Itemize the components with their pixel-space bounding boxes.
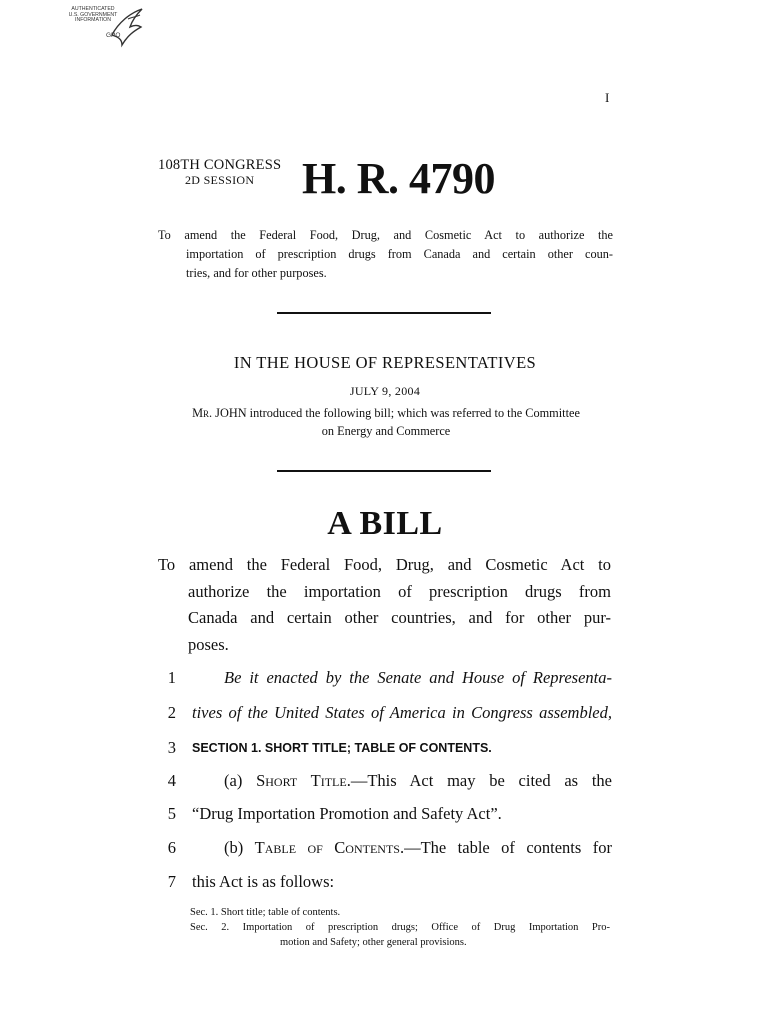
bill-purpose-line: Canada and certain other countries, and for other pur- xyxy=(188,608,611,627)
line-number: 1 xyxy=(167,668,176,687)
bill-purpose-line: authorize the importation of prescription drugs from xyxy=(188,581,611,601)
bill-purpose-line: poses. xyxy=(188,634,229,654)
subsection-body: .—This Act may be cited as the xyxy=(346,771,612,790)
enacting-clause: Be it enacted by the Senate and House of Representa- xyxy=(224,668,612,687)
purpose-summary-line: To amend the Federal Food, Drug, and Cosmetic Act to authorize the xyxy=(158,228,613,242)
sponsor-name: Mr. JOHN xyxy=(192,406,247,420)
table-of-contents xyxy=(190,905,610,950)
line-number: 7 xyxy=(167,872,176,891)
session-label: 2D SESSION xyxy=(185,173,255,187)
subsection-text xyxy=(224,838,612,858)
toc-entry: Sec. 2. Importation of prescription drugs; Office of Drug Importation Pro- xyxy=(190,922,610,933)
bill-line-1 xyxy=(150,668,612,698)
bill-line-2 xyxy=(150,703,612,733)
subsection-heading: Short Title xyxy=(256,771,347,790)
committee-name: on Energy and Commerce xyxy=(321,424,451,438)
page-number: I xyxy=(605,90,610,105)
bill-line-5 xyxy=(150,804,612,834)
bill-number: H. R. 4790 xyxy=(302,154,495,203)
toc-entry-continued: motion and Safety; other general provisions. xyxy=(280,937,467,948)
purpose-summary-line: importation of prescription drugs from Canada and certain other coun- xyxy=(186,247,613,261)
line-number: 4 xyxy=(167,771,176,790)
enacting-clause: tives of the United States of America in Congress assembled, xyxy=(192,703,612,722)
subsection-text xyxy=(224,771,612,791)
line-number: 6 xyxy=(167,838,176,857)
introduction-date: JULY 9, 2004 xyxy=(349,384,421,398)
seal-line: AUTHENTICATED xyxy=(71,6,115,12)
section-heading: SECTION 1. SHORT TITLE; TABLE OF CONTENTS. xyxy=(192,741,492,755)
purpose-summary-line: tries, and for other purposes. xyxy=(186,266,327,280)
gpo-authentication-seal xyxy=(62,5,146,49)
bill-purpose-line: To amend the Federal Food, Drug, and Cosmetic Act to xyxy=(158,555,611,574)
congress-label: 108TH CONGRESS xyxy=(158,157,282,173)
divider xyxy=(277,312,491,314)
line-number: 2 xyxy=(167,703,176,722)
subsection-label: (b) xyxy=(224,838,255,857)
chamber-heading: IN THE HOUSE OF REPRESENTATIVES xyxy=(233,353,537,372)
bill-line-6 xyxy=(150,838,612,868)
seal-line: U.S. GOVERNMENT xyxy=(68,11,118,18)
purpose-summary xyxy=(158,226,613,283)
bill-purpose xyxy=(158,552,611,658)
line-number: 3 xyxy=(167,738,176,757)
bill-line-3 xyxy=(150,738,612,768)
short-title-text: “Drug Importation Promotion and Safety Act”. xyxy=(192,804,502,823)
seal-gpo-label: GPO xyxy=(106,32,121,39)
toc-entry: Sec. 1. Short title; table of contents. xyxy=(190,907,341,918)
toc-intro-text: this Act is as follows: xyxy=(192,872,335,891)
bill-title: A BILL xyxy=(327,505,443,542)
subsection-label: (a) xyxy=(224,771,257,790)
seal-line: INFORMATION xyxy=(75,17,111,24)
divider xyxy=(277,470,491,472)
line-number: 5 xyxy=(167,804,176,823)
bill-line-4 xyxy=(150,771,612,801)
subsection-heading: Table of Contents xyxy=(254,838,400,857)
introduction-statement xyxy=(160,404,612,440)
subsection-body: .—The table of contents for xyxy=(399,838,612,857)
eagle-icon xyxy=(108,5,146,49)
bill-line-7 xyxy=(150,872,612,902)
introduction-text: introduced the following bill; which was referred to the Committee xyxy=(246,406,580,420)
